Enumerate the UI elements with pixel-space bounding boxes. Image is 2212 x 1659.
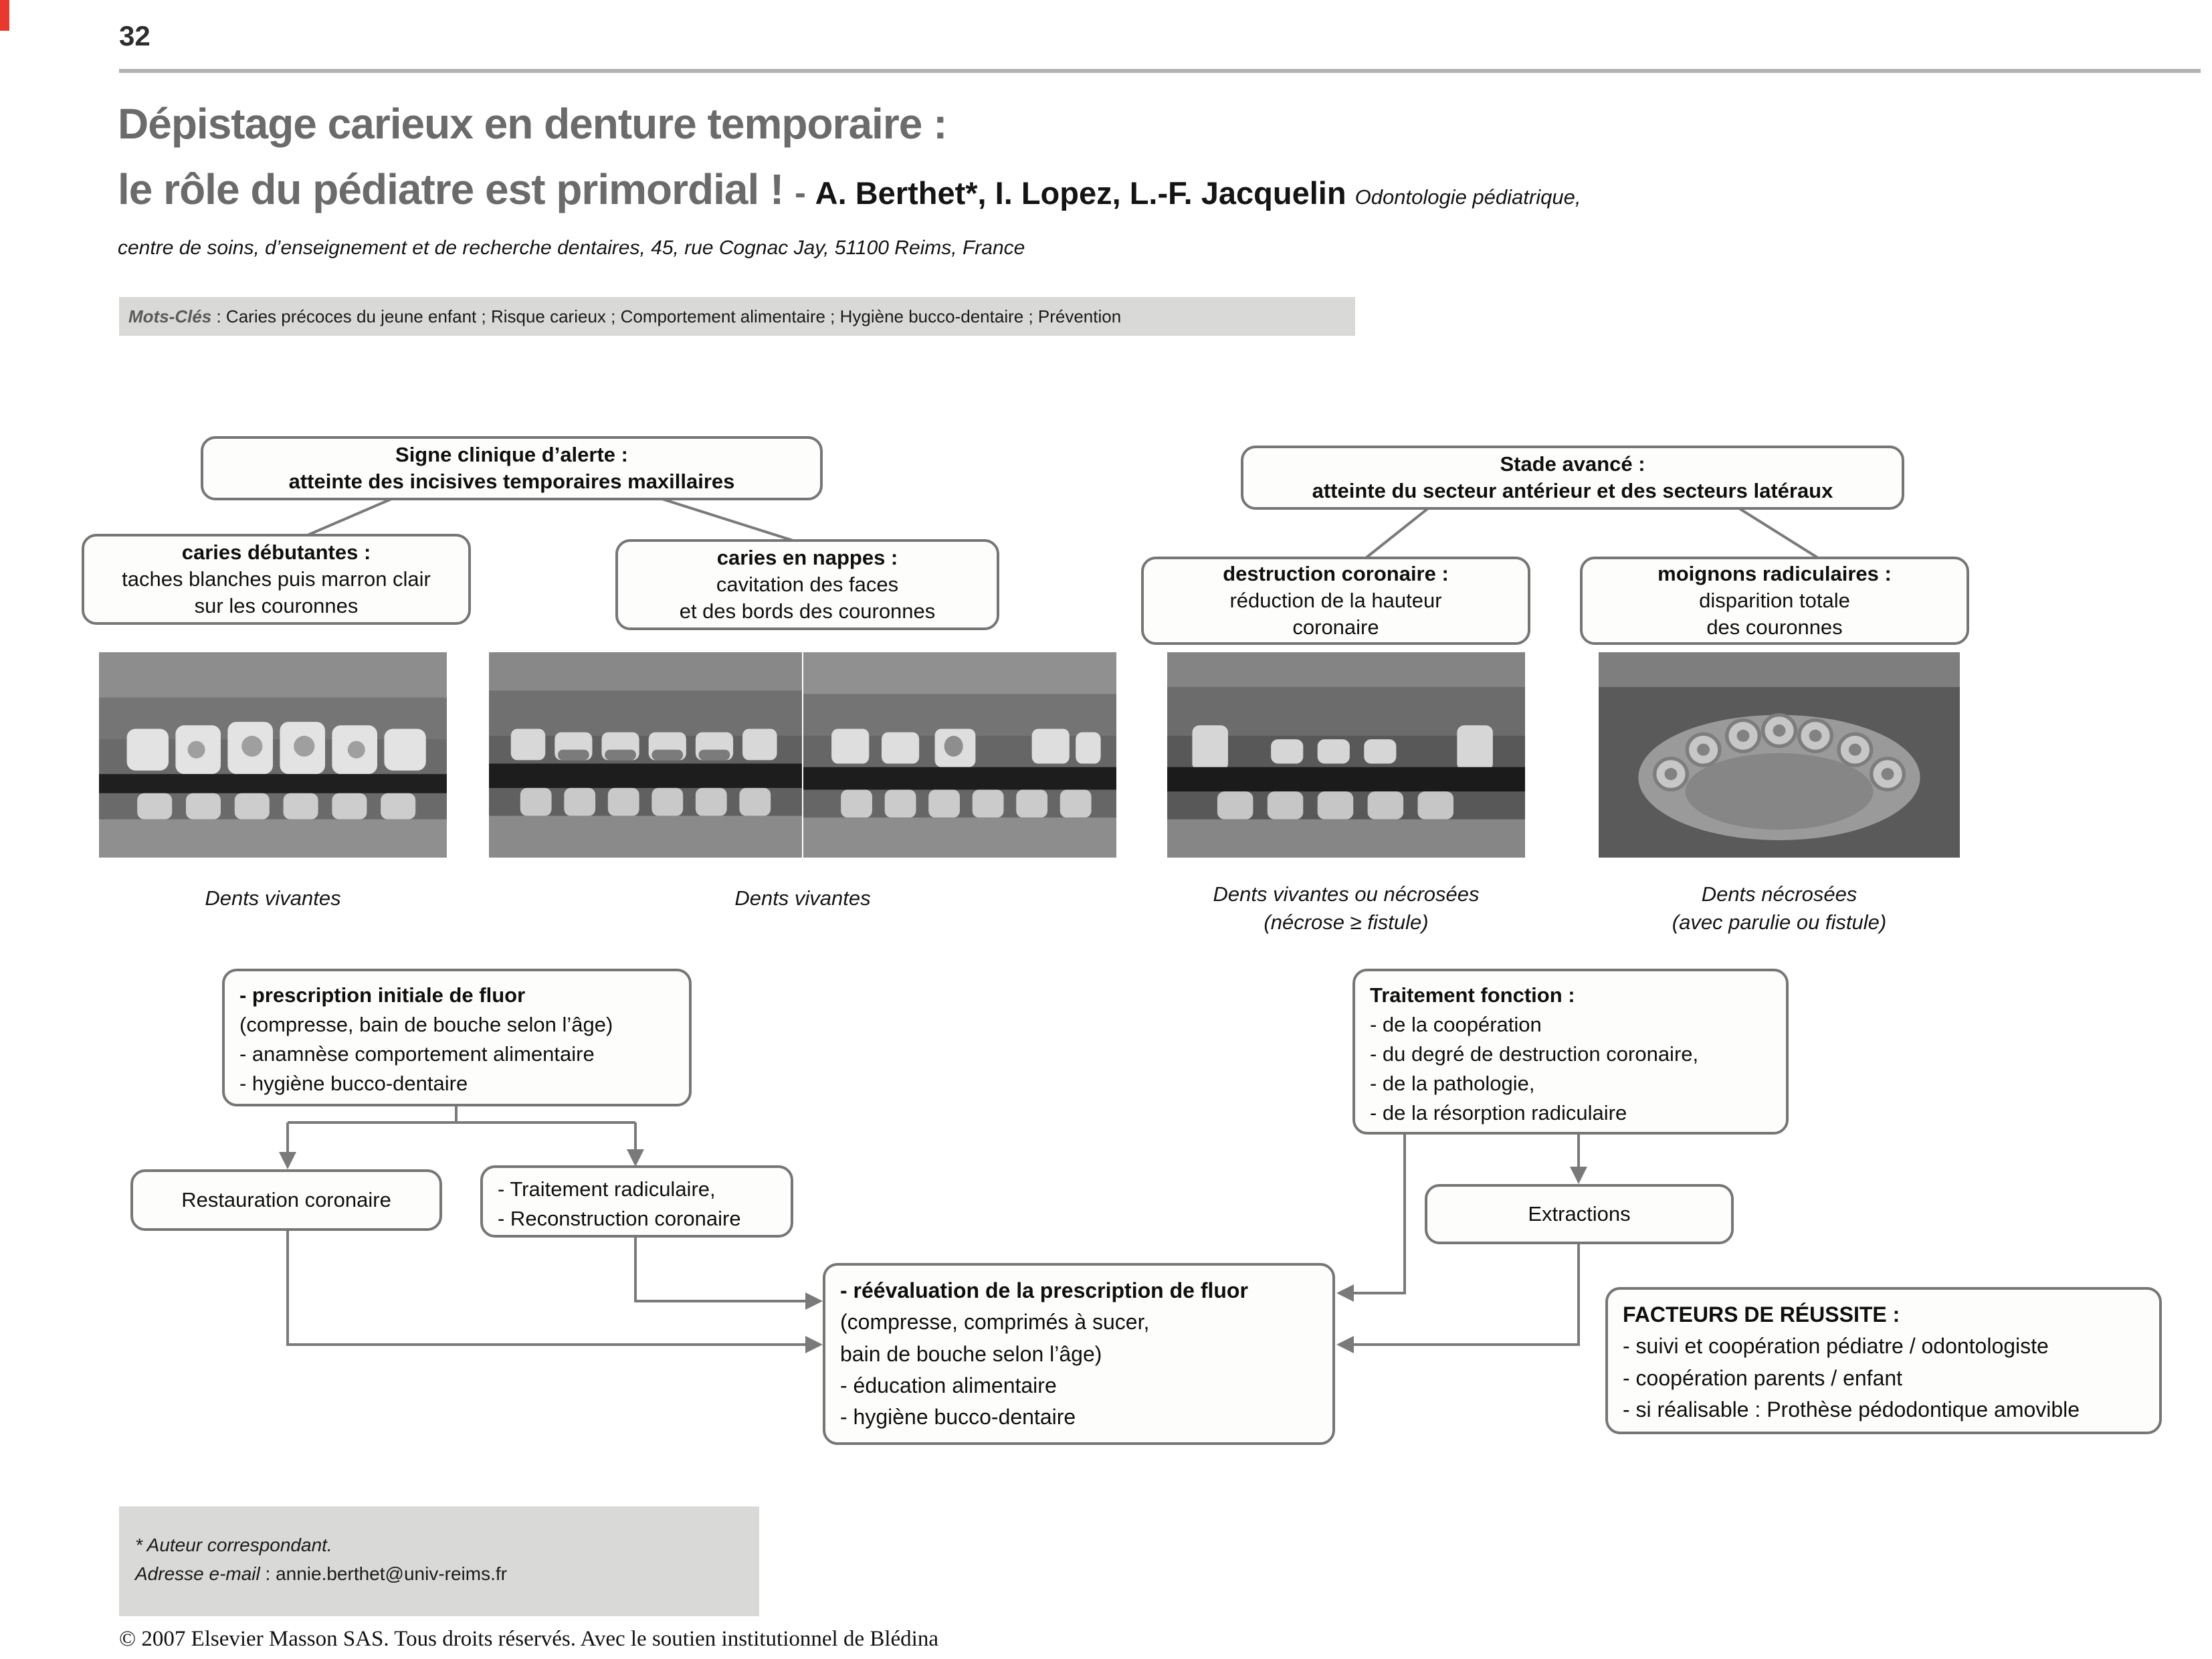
- keywords-text: : Caries précoces du jeune enfant ; Risque carieux ; Comportement alimentaire ; Hygiène bucco-dentaire ; Prévention: [211, 306, 1122, 326]
- box-line: Stade avancé :: [1500, 452, 1645, 476]
- box-line: et des bords des couronnes: [679, 599, 936, 623]
- keywords-bar: [119, 297, 1355, 336]
- photo-caption-3: [1147, 880, 1545, 937]
- box-line: - anamnèse comportement alimentaire: [239, 1042, 595, 1066]
- authors: A. Berthet*, I. Lopez, L.-F. Jacquelin: [815, 175, 1355, 211]
- box-line: (compresse, comprimés à sucer,: [840, 1310, 1150, 1335]
- title-line2-text: le rôle du pédiatre est primordial !: [118, 165, 795, 213]
- box-title: - prescription initiale de fluor: [239, 983, 526, 1007]
- box-line: Signe clinique d’alerte :: [395, 442, 628, 466]
- page-number: 32: [119, 20, 150, 52]
- email-line: [135, 1559, 759, 1588]
- photo-caption-4: [1579, 880, 1980, 937]
- box-title: caries en nappes :: [716, 545, 898, 569]
- box-line: - Reconstruction coronaire: [498, 1207, 741, 1231]
- header-divider: [119, 69, 2201, 73]
- clinical-photo-destruction-coronaire: [1167, 652, 1525, 858]
- flowchart-box-facteurs-reussite: [1605, 1287, 2162, 1434]
- box-line: des couronnes: [1706, 615, 1843, 640]
- copyright-line: © 2007 Elsevier Masson SAS. Tous droits réservés. Avec le soutien institutionnel de Blédina: [119, 1627, 938, 1651]
- box-title: Traitement fonction :: [1370, 983, 1575, 1007]
- caption-line: Dents vivantes: [734, 886, 871, 910]
- affiliation-inline: Odontologie pédiatrique,: [1354, 185, 1581, 209]
- box-title: caries débutantes :: [181, 540, 371, 564]
- box-line: - hygiène bucco-dentaire: [840, 1405, 1076, 1430]
- box-line: atteinte du secteur antérieur et des secteurs latéraux: [1312, 479, 1833, 502]
- flowchart-box-traitement-radiculaire: [480, 1165, 793, 1238]
- box-line: - de la coopération: [1370, 1013, 1542, 1037]
- flowchart-box-caries-en-nappes: [615, 539, 999, 630]
- clinical-photo-caries-debutantes: [99, 652, 447, 858]
- box-line: taches blanches puis marron clair: [122, 567, 431, 591]
- clinical-photo-caries-en-nappes-1: [489, 652, 802, 858]
- flowchart-box-prescription-initiale: [222, 969, 692, 1106]
- box-line: - du degré de destruction coronaire,: [1370, 1042, 1699, 1066]
- box-line: bain de bouche selon l’âge): [840, 1341, 1102, 1366]
- flowchart-box-stade-avance: [1241, 446, 1904, 510]
- box-line: - de la résorption radiculaire: [1370, 1101, 1627, 1125]
- affiliation-line: centre de soins, d’enseignement et de recherche dentaires, 45, rue Cognac Jay, 51100 Reims, France: [118, 237, 1025, 259]
- caption-line: Dents vivantes: [205, 886, 341, 910]
- flowchart-box-restauration-coronaire: [130, 1169, 442, 1231]
- box-line: - si réalisable : Prothèse pédodontique amovible: [1623, 1397, 2080, 1422]
- caption-line: (avec parulie ou fistule): [1672, 910, 1887, 934]
- box-line: coronaire: [1292, 615, 1379, 640]
- box-title: destruction coronaire :: [1223, 561, 1449, 585]
- title-author-separator: -: [795, 174, 815, 211]
- photo-caption-1: [99, 884, 447, 912]
- flowchart-box-destruction-coronaire: [1141, 557, 1530, 645]
- flowchart-box-signe-clinique: [201, 436, 823, 500]
- box-line: - hygiène bucco-dentaire: [239, 1072, 468, 1096]
- caption-line: Dents vivantes ou nécrosées: [1213, 882, 1480, 906]
- article-title-line1: Dépistage carieux en denture temporaire :: [118, 100, 947, 148]
- page-edge-red-marker: [0, 0, 9, 31]
- box-line: Restauration coronaire: [181, 1187, 391, 1211]
- box-line: atteinte des incisives temporaires maxillaires: [288, 470, 735, 493]
- box-line: disparition totale: [1699, 588, 1850, 612]
- box-line: - éducation alimentaire: [840, 1373, 1057, 1398]
- flowchart-box-reevaluation: [823, 1263, 1335, 1445]
- box-line: Extractions: [1528, 1201, 1631, 1226]
- box-line: - coopération parents / enfant: [1623, 1365, 1903, 1390]
- caption-line: (nécrose ≥ fistule): [1264, 910, 1429, 934]
- box-line: sur les couronnes: [194, 594, 359, 618]
- box-line: cavitation des faces: [716, 572, 899, 596]
- box-title: FACTEURS DE RÉUSSITE :: [1623, 1302, 1900, 1327]
- caption-line: Dents nécrosées: [1701, 882, 1857, 906]
- flowchart-box-traitement-fonction: [1352, 969, 1789, 1135]
- flowchart-box-caries-debutantes: [82, 534, 471, 625]
- email-value: : annie.berthet@univ-reims.fr: [260, 1563, 507, 1585]
- box-line: - de la pathologie,: [1370, 1072, 1535, 1096]
- correspondence-note: [119, 1506, 759, 1616]
- box-line: réduction de la hauteur: [1229, 588, 1442, 612]
- flowchart-box-moignons-radiculaires: [1580, 557, 1969, 645]
- article-title-line2: [118, 165, 1581, 214]
- clinical-photo-moignons-radiculaires: [1599, 652, 1960, 858]
- box-title: moignons radiculaires :: [1657, 561, 1892, 585]
- box-line: - Traitement radiculaire,: [498, 1177, 716, 1201]
- clinical-photo-caries-en-nappes-2: [803, 652, 1116, 858]
- photo-caption-2: [489, 884, 1116, 912]
- flowchart-box-extractions: [1425, 1184, 1734, 1244]
- box-line: - suivi et coopération pédiatre / odontologiste: [1623, 1334, 2049, 1359]
- box-line: (compresse, bain de bouche selon l’âge): [239, 1013, 613, 1037]
- correspondence-line: * Auteur correspondant.: [135, 1535, 332, 1555]
- keywords-label: Mots-Clés: [128, 306, 212, 326]
- email-label: Adresse e-mail: [135, 1563, 260, 1585]
- box-title: - réévaluation de la prescription de fluor: [840, 1278, 1248, 1302]
